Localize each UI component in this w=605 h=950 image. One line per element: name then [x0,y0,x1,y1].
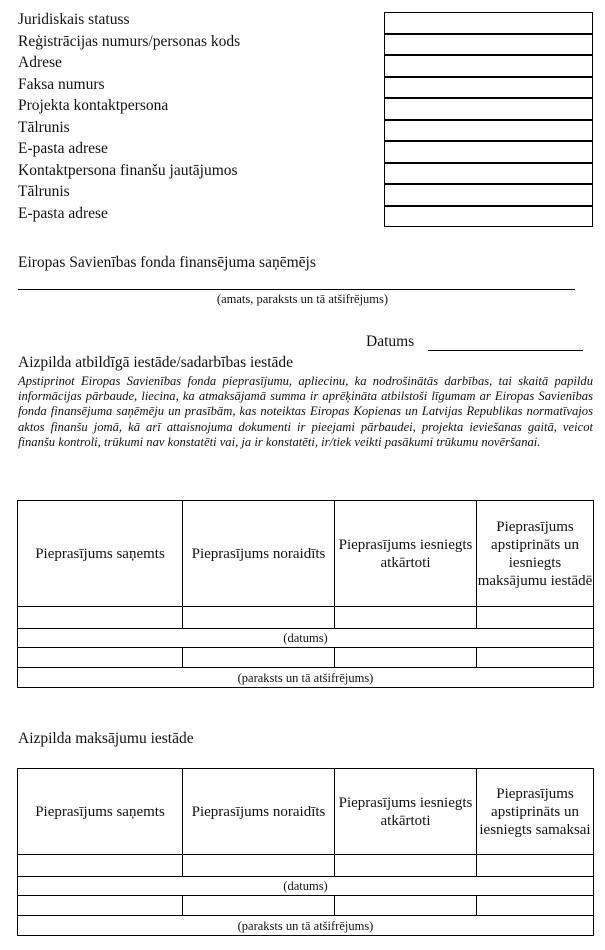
field-box-fax[interactable] [384,77,593,99]
table-cell[interactable] [18,896,183,916]
section1-table [17,500,594,688]
column-header: Pieprasījums apstiprināts un iesniegts samaksai [477,769,594,855]
field-box-finance-email[interactable] [384,206,593,228]
field-box-finance-phone[interactable] [384,184,593,206]
section1-statement: Apstiprinot Eiropas Savienības fonda pieprasījumu, apliecinu, ka nodrošinātās darbības, tai skaitā papildu informācijas pārbaude, liecina, ka atmaksājamā summa ir aprēķināta atbilstoši līgumam ar Eiropas Savienības fonda finansējuma saņēmēju un prasībām, kas noteiktas Eiropas Kopienas un Latvijas Republikas normatīvajos aktos finanšu jomā, kā arī attaisnojuma dokumenti ir pieejami pārbaudei, projekta ieviešanas gaitā, veicot finanšu kontroli, trūkumi nav konstatēti vai, ja ir konstatēti, ir/tiek veikti pasākumi trūkumu novēršanai. [18,374,593,449]
field-box-email[interactable] [384,141,593,163]
field-label-finance-email: E-pasta adrese [18,204,108,222]
table-row [18,629,594,648]
table-cell[interactable] [335,607,477,629]
column-header: Pieprasījums iesniegts atkārtoti [335,501,477,607]
table-cell[interactable] [183,607,335,629]
field-label-registration-number: Reģistrācijas numurs/personas kods [18,32,241,50]
table-row [18,916,594,936]
table-row [18,668,594,688]
table-row [18,648,594,668]
column-header: Pieprasījums noraidīts [183,501,335,607]
table-cell[interactable] [183,855,335,877]
column-header: Pieprasījums iesniegts atkārtoti [335,769,477,855]
section2-heading: Aizpilda maksājumu iestāde [18,730,194,747]
table-cell[interactable] [335,648,477,668]
recipient-label: Eiropas Savienības fonda finansējuma saņēmējs [18,254,316,271]
table-row [18,501,594,607]
date-caption: (datums) [18,877,594,896]
table-cell[interactable] [477,607,594,629]
field-label-fax: Faksa numurs [18,75,105,93]
sign-caption: (paraksts un tā atšifrējums) [18,916,594,936]
date-label: Datums [366,333,415,350]
field-box-registration-number[interactable] [384,34,593,56]
table-cell[interactable] [477,896,594,916]
column-header: Pieprasījums noraidīts [183,769,335,855]
table-row [18,855,594,877]
field-box-phone[interactable] [384,120,593,142]
table-cell[interactable] [18,648,183,668]
table-cell[interactable] [477,855,594,877]
table-cell[interactable] [335,855,477,877]
field-box-finance-contact[interactable] [384,163,593,185]
field-label-project-contact: Projekta kontaktpersona [18,97,169,114]
field-label-address: Adrese [18,54,62,71]
table-cell[interactable] [183,648,335,668]
column-header: Pieprasījums apstiprināts un iesniegts maksājumu iestādē [477,501,594,607]
section1-heading: Aizpilda atbildīgā iestāde/sadarbības iestāde [18,354,294,371]
field-label-legal-status: Juridiskais statuss [18,11,130,28]
table-row [18,607,594,629]
recipient-signature-line[interactable] [18,289,575,290]
field-box-address[interactable] [384,55,593,77]
table-cell[interactable] [183,896,335,916]
date-line[interactable] [428,350,583,351]
table-row [18,896,594,916]
column-header: Pieprasījums saņemts [18,501,183,607]
table-row [18,877,594,896]
field-label-finance-phone: Tālrunis [18,183,70,200]
column-header: Pieprasījums saņemts [18,769,183,855]
field-box-project-contact[interactable] [384,98,593,120]
field-label-finance-contact: Kontaktpersona finanšu jautājumos [18,161,238,179]
recipient-signature-caption: (amats, paraksts un tā atšifrējums) [216,292,389,306]
table-cell[interactable] [18,855,183,877]
sign-caption: (paraksts un tā atšifrējums) [18,668,594,688]
table-cell[interactable] [335,896,477,916]
table-cell[interactable] [18,607,183,629]
table-row [18,769,594,855]
date-caption: (datums) [18,629,594,648]
field-label-phone: Tālrunis [18,118,70,136]
section2-table [17,768,594,936]
field-label-email: E-pasta adrese [18,140,108,157]
table-cell[interactable] [477,648,594,668]
field-box-legal-status[interactable] [384,12,593,34]
